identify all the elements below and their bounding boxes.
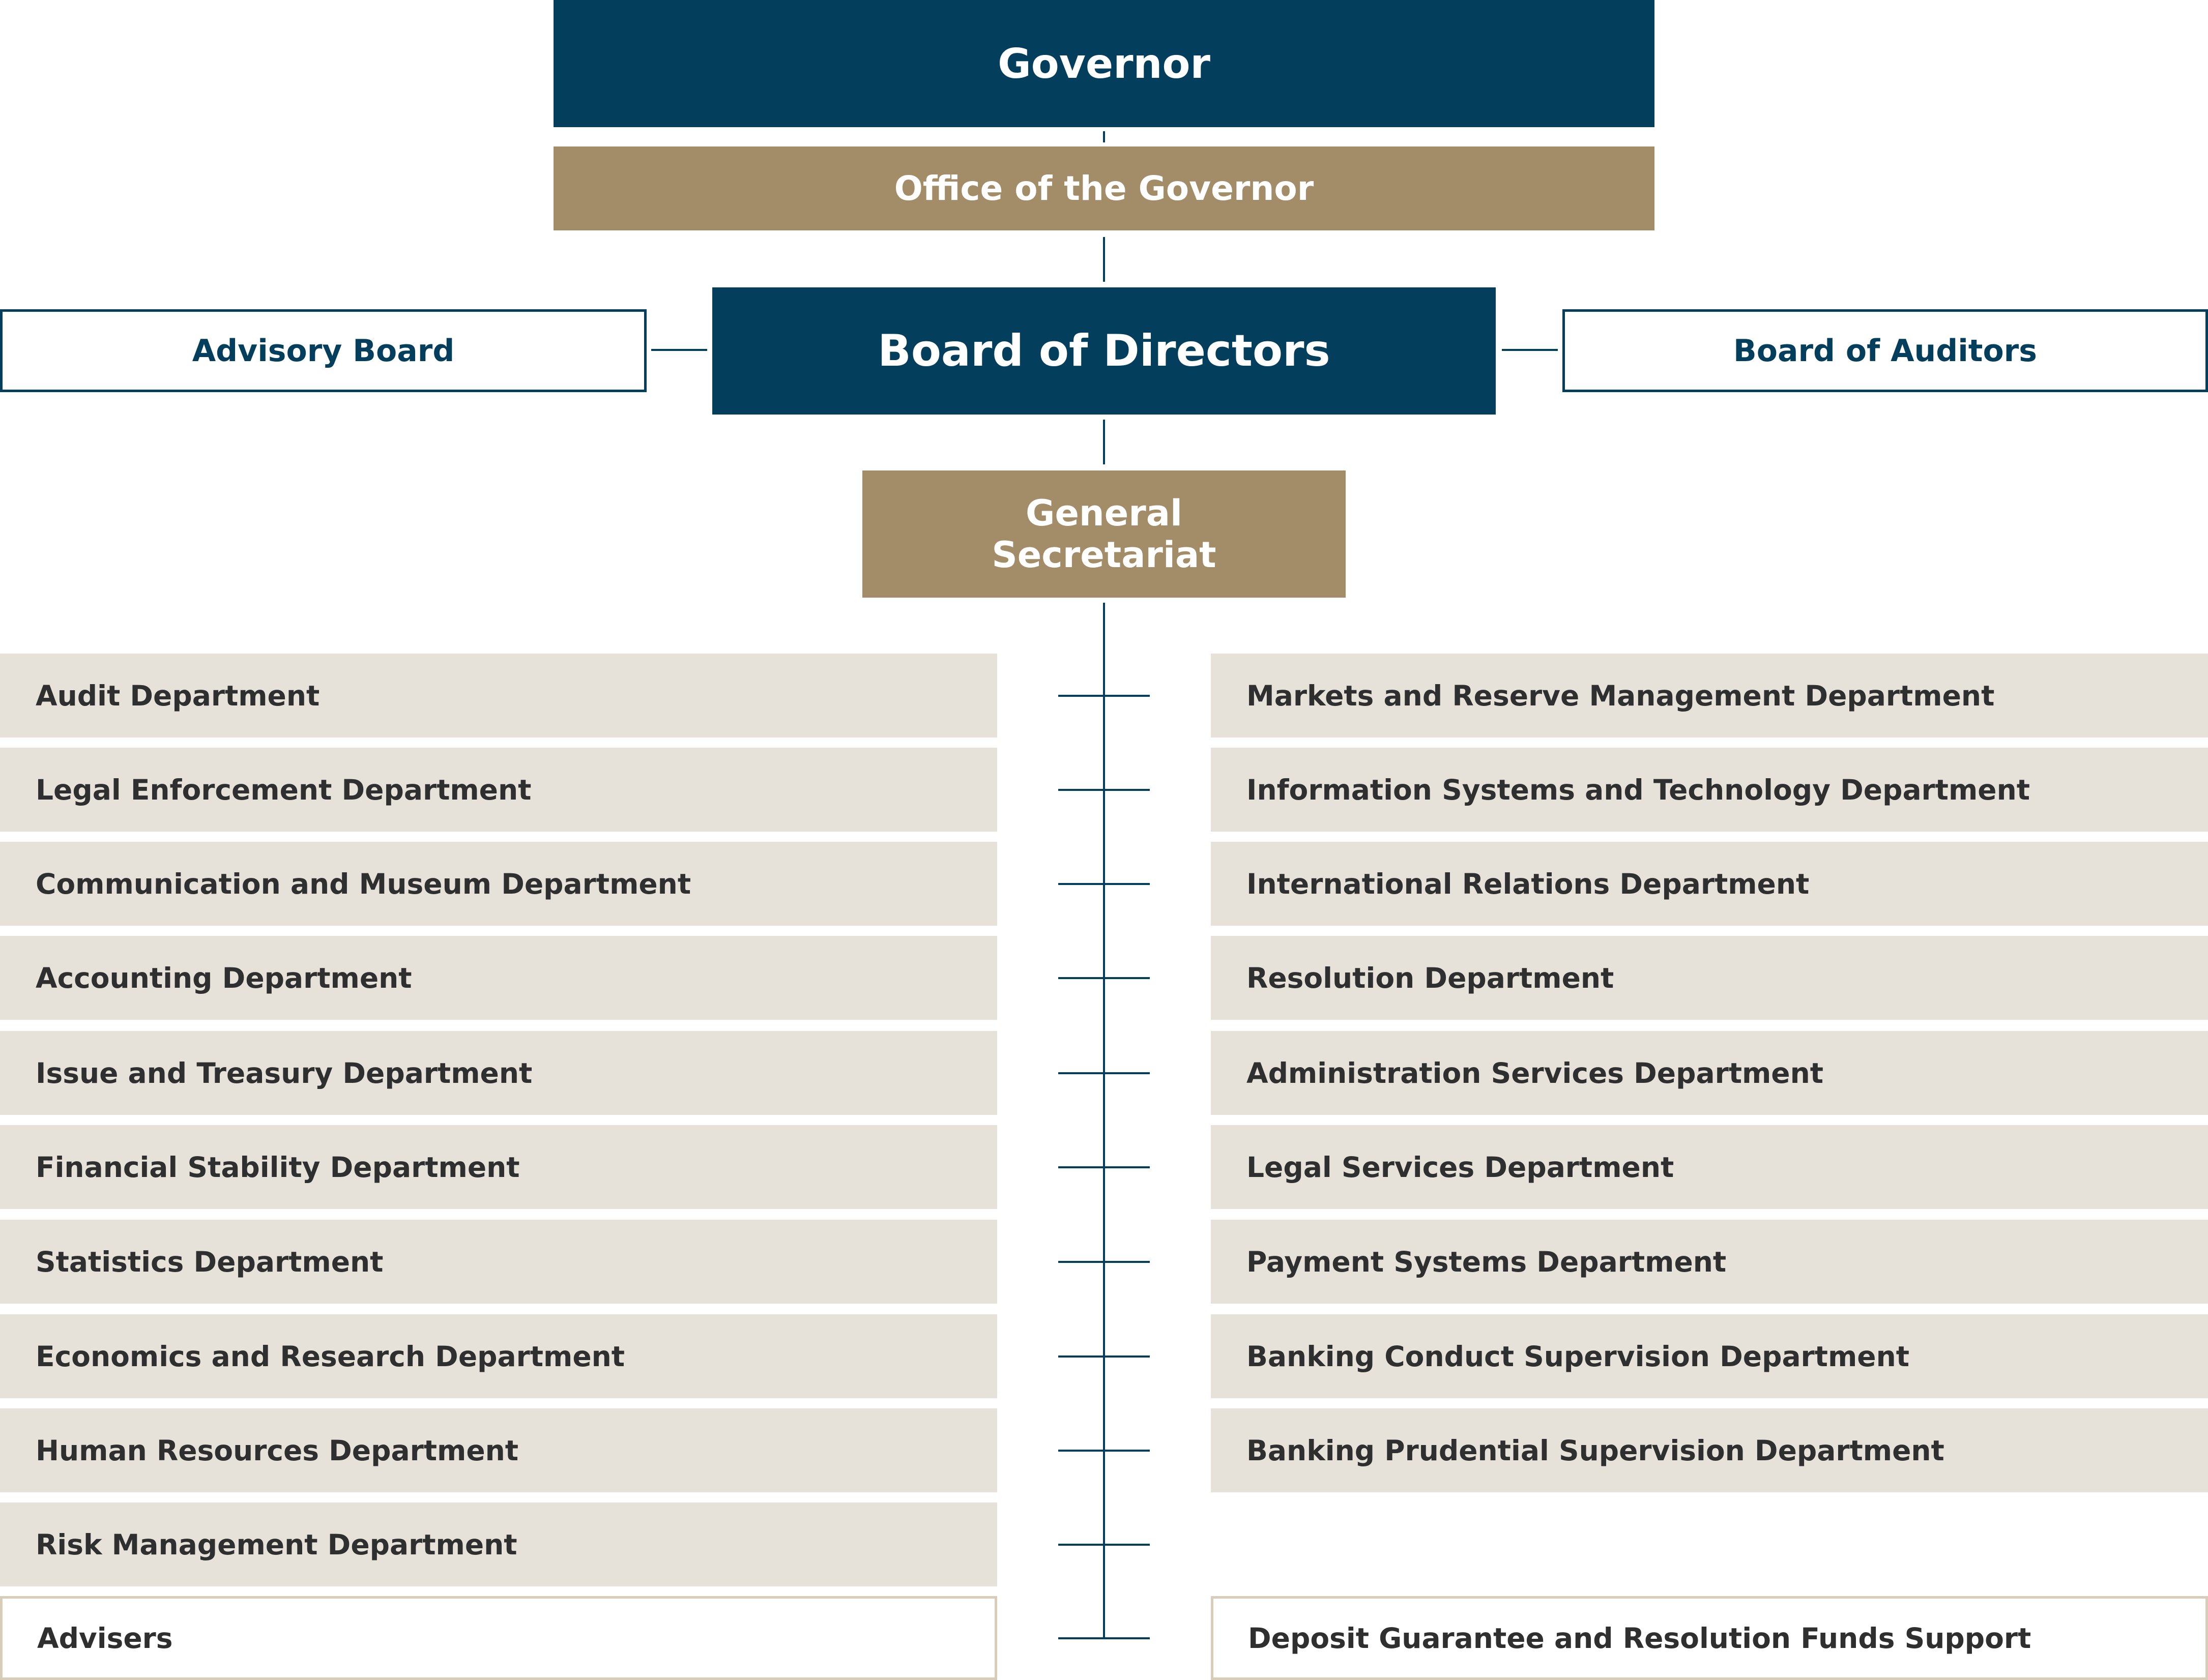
- department-box-markets-reserve: [1211, 654, 2208, 738]
- connector-board-auditors: [1502, 349, 1558, 351]
- general-secretariat-label-line1: General: [1026, 492, 1182, 534]
- governor-label: Governor: [998, 40, 1210, 87]
- department-label: Accounting Department: [36, 961, 412, 994]
- department-label: International Relations Department: [1246, 867, 1810, 900]
- department-label: Markets and Reserve Management Department: [1246, 679, 1995, 712]
- spine-tick: [1058, 1166, 1150, 1168]
- connector-office-board: [1103, 237, 1105, 282]
- department-box-issue-treasury: [0, 1031, 997, 1115]
- department-label: Audit Department: [36, 679, 320, 712]
- governor-box: [554, 0, 1654, 127]
- department-box-legal-services: [1211, 1125, 2208, 1209]
- department-label: Issue and Treasury Department: [36, 1056, 533, 1089]
- advisory-board-label: Advisory Board: [192, 333, 455, 369]
- spine-tick: [1058, 1450, 1150, 1452]
- spine-tick: [1058, 1355, 1150, 1358]
- board-of-auditors-label: Board of Auditors: [1733, 333, 2037, 369]
- department-box-banking-conduct: [1211, 1314, 2208, 1398]
- spine-tick: [1058, 1544, 1150, 1546]
- department-box-administration-services: [1211, 1031, 2208, 1115]
- department-box-deposit-guarantee: [1211, 1596, 2208, 1680]
- department-box-financial-stability: [0, 1125, 997, 1209]
- department-label: Resolution Department: [1246, 961, 1614, 994]
- department-box-resolution: [1211, 936, 2208, 1020]
- department-label: Administration Services Department: [1246, 1056, 1824, 1089]
- connector-governor-office: [1103, 131, 1105, 142]
- department-label: Advisers: [37, 1622, 173, 1655]
- department-label: Banking Conduct Supervision Department: [1246, 1340, 1910, 1373]
- department-box-payment-systems: [1211, 1220, 2208, 1304]
- department-label: Communication and Museum Department: [36, 867, 691, 900]
- board-of-auditors-box: [1562, 309, 2208, 392]
- department-box-information-systems: [1211, 748, 2208, 832]
- department-box-legal-enforcement: [0, 748, 997, 832]
- department-box-advisers: [0, 1596, 997, 1680]
- department-label: Economics and Research Department: [36, 1340, 625, 1373]
- spine-tick: [1058, 1261, 1150, 1263]
- general-secretariat-label-line2: Secretariat: [992, 534, 1216, 576]
- office-of-governor-box: [554, 146, 1654, 230]
- department-label: Statistics Department: [36, 1245, 384, 1278]
- department-box-international-relations: [1211, 842, 2208, 926]
- department-label: Payment Systems Department: [1246, 1245, 1727, 1278]
- connector-board-secretariat: [1103, 420, 1105, 464]
- advisory-board-box: [0, 309, 647, 392]
- department-label: Risk Management Department: [36, 1528, 517, 1561]
- department-box-human-resources: [0, 1408, 997, 1492]
- spine-tick: [1058, 695, 1150, 697]
- department-label: Financial Stability Department: [36, 1151, 520, 1184]
- department-box-risk-management: [0, 1502, 997, 1586]
- department-label: Human Resources Department: [36, 1434, 519, 1467]
- board-of-directors-label: Board of Directors: [878, 326, 1330, 376]
- department-box-statistics: [0, 1220, 997, 1304]
- spine-tick: [1058, 977, 1150, 979]
- general-secretariat-box: [862, 470, 1346, 598]
- department-label: Legal Enforcement Department: [36, 773, 532, 806]
- spine-tick: [1058, 1637, 1150, 1639]
- department-label: Deposit Guarantee and Resolution Funds Support: [1248, 1622, 2031, 1655]
- department-label: Legal Services Department: [1246, 1151, 1674, 1184]
- department-box-accounting: [0, 936, 997, 1020]
- department-box-communication-museum: [0, 842, 997, 926]
- department-box-banking-prudential: [1211, 1408, 2208, 1492]
- spine-tick: [1058, 1072, 1150, 1074]
- connector-advisory-board: [651, 349, 707, 351]
- department-label: Information Systems and Technology Department: [1246, 773, 2030, 806]
- department-spine-line: [1103, 603, 1105, 1639]
- department-box-economics-research: [0, 1314, 997, 1398]
- office-of-governor-label: Office of the Governor: [894, 169, 1314, 208]
- spine-tick: [1058, 883, 1150, 885]
- board-of-directors-box: [712, 287, 1496, 415]
- spine-tick: [1058, 789, 1150, 791]
- department-box-audit: [0, 654, 997, 738]
- department-label: Banking Prudential Supervision Department: [1246, 1434, 1944, 1467]
